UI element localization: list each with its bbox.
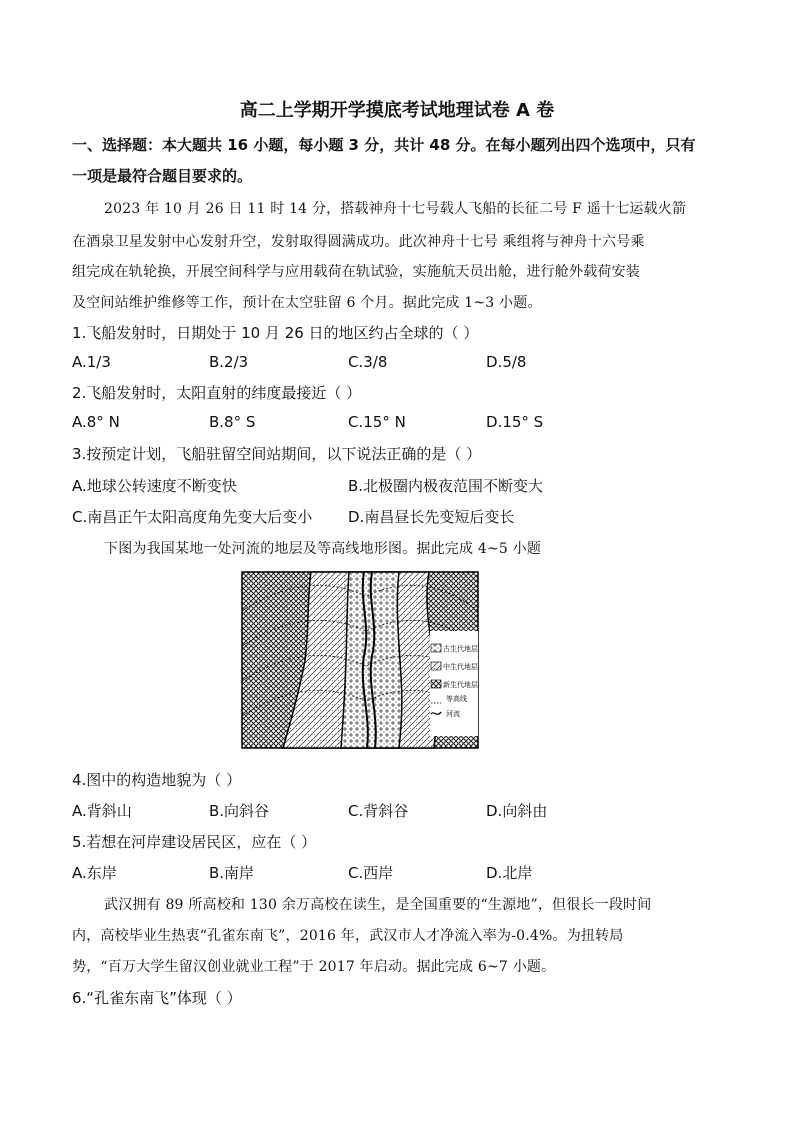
question-2-stem: 2.飞船发射时，太阳直射的纬度最接近（ ） (72, 384, 362, 402)
passage3-line-3: 势，“百万大学生留汉创业就业工程”于 2017 年启动。据此完成 6~7 小题。 (72, 959, 556, 975)
legend-label-mesozoic: 中生代地层 (443, 663, 478, 671)
legend-label-paleozoic: 古生代地层 (443, 645, 478, 653)
legend-label-river: 河流 (446, 710, 460, 718)
section-heading-line-1: 一、选择题：本大题共 16 小题，每小题 3 分，共计 48 分。在每小题列出四个选项中，只有 (72, 136, 696, 154)
passage2-line-1: 下图为我国某地一处河流的地层及等高线地形图。据此完成 4~5 小题 (104, 541, 542, 557)
question-2-option-c: C.15° N (348, 413, 406, 431)
question-1-option-a: A.1/3 (72, 353, 111, 371)
question-5-stem: 5.若想在河岸建设居民区，应在（ ） (72, 833, 317, 851)
question-4-stem: 4.图中的构造地貌为（ ） (72, 771, 242, 789)
page-title: 高二上学期开学摸底考试地理试卷 A 卷 (239, 100, 555, 121)
passage3-line-2: 内，高校毕业生热衷“孔雀东南飞”，2016 年，武汉市人才净流入率为-0.4%。为扭转局 (72, 928, 624, 944)
question-5-option-a: A.东岸 (72, 864, 117, 882)
question-3-option-c: C.南昌正午太阳高度角先变大后变小 (72, 508, 313, 526)
section-heading-line-2: 一项是最符合题目要求的。 (72, 167, 253, 185)
question-1-option-c: C.3/8 (348, 353, 388, 371)
legend-swatch-paleozoic (431, 644, 441, 652)
passage1-line-1: 2023 年 10 月 26 日 11 时 14 分，搭载神舟十七号载人飞船的长征二号 F 遥十七运载火箭 (104, 201, 687, 217)
question-2-option-d: D.15° S (486, 413, 544, 431)
question-4-option-a: A.背斜山 (72, 802, 132, 820)
question-3-option-d: D.南昌昼长先变短后变长 (348, 508, 515, 526)
legend-label-cenozoic: 新生代地层 (443, 681, 478, 689)
question-5-option-b: B.南岸 (209, 864, 255, 882)
geology-contour-map (241, 571, 487, 751)
legend-label-contour: 等高线 (446, 695, 467, 703)
question-2-option-a: A.8° N (72, 413, 120, 431)
question-6-stem: 6.“孔雀东南飞”体现（ ） (72, 989, 242, 1007)
question-1-option-b: B.2/3 (209, 353, 249, 371)
question-1-option-d: D.5/8 (486, 353, 527, 371)
question-1-stem: 1.飞船发射时，日期处于 10 月 26 日的地区约占全球的（ ） (72, 324, 479, 342)
question-3-stem: 3.按预定计划，飞船驻留空间站期间，以下说法正确的是（ ） (72, 445, 482, 463)
passage1-line-3: 组完成在轨轮换，开展空间科学与应用载荷在轨试验，实施航天员出舱，进行舱外载荷安装 (72, 264, 640, 280)
question-5-option-c: C.西岸 (348, 864, 394, 882)
passage3-line-1: 武汉拥有 89 所高校和 130 余万高校在读生，是全国重要的“生源地”，但很长一段时间 (104, 897, 652, 913)
question-4-option-c: C.背斜谷 (348, 802, 409, 820)
question-3-option-a: A.地球公转速度不断变快 (72, 477, 237, 495)
question-3-option-b: B.北极圈内极夜范围不断变大 (348, 477, 544, 495)
passage1-line-4: 及空间站维护维修等工作，预计在太空驻留 6 个月。据此完成 1~3 小题。 (72, 295, 542, 311)
legend-swatch-mesozoic (431, 662, 441, 670)
legend-swatch-cenozoic (431, 680, 441, 688)
question-2-option-b: B.8° S (209, 413, 256, 431)
passage1-line-2: 在酒泉卫星发射中心发射升空，发射取得圆满成功。此次神舟十七号 乘组将与神舟十六号乘 (72, 234, 645, 250)
question-5-option-d: D.北岸 (486, 864, 533, 882)
question-4-option-d: D.向斜由 (486, 802, 548, 820)
question-4-option-b: B.向斜谷 (209, 802, 270, 820)
